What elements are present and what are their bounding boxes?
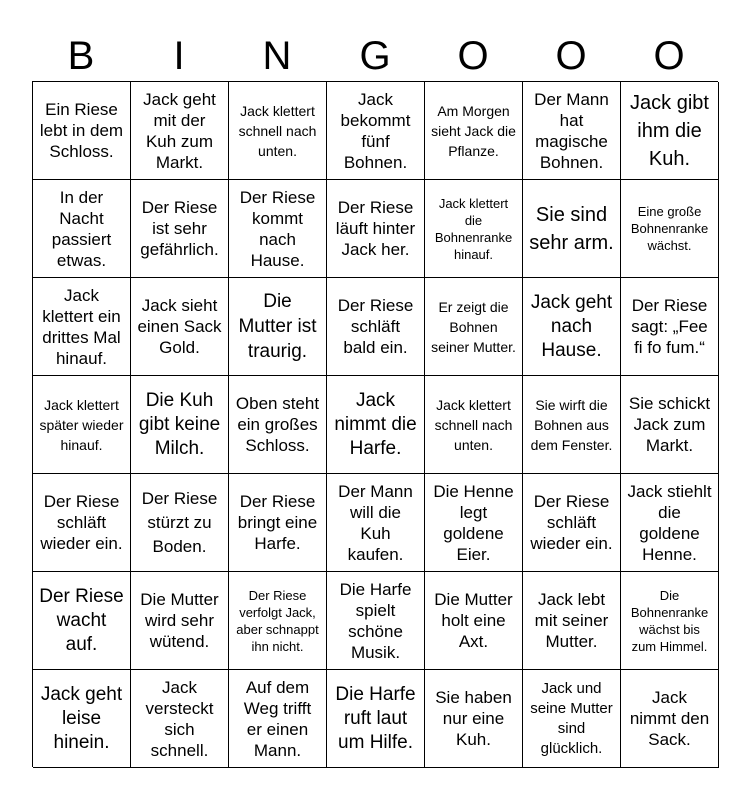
cell-text: Der Riese bringt eine Harfe. — [237, 492, 318, 553]
cell-text: Sie schickt Jack zum Markt. — [628, 394, 711, 455]
bingo-cell[interactable] — [131, 474, 229, 572]
cell-text: Der Riese schläft bald ein. — [337, 296, 414, 357]
header-letter-7: O — [653, 34, 685, 78]
cell-text: Der Mann will die Kuh kaufen. — [338, 481, 413, 564]
bingo-cell[interactable] — [229, 474, 327, 572]
bingo-cell[interactable] — [621, 474, 719, 572]
bingo-cell[interactable] — [621, 278, 719, 376]
cell-text: Die Mutter holt eine Axt. — [434, 590, 513, 651]
cell-text: Der Riese läuft hinter Jack her. — [335, 198, 416, 259]
cell-text: Jack klettert ein drittes Mal hinauf. — [42, 285, 121, 368]
cell-text: Auf dem Weg trifft er einen Mann. — [243, 677, 312, 760]
bingo-cell[interactable] — [229, 670, 327, 768]
cell-text: Ein Riese lebt in dem Schloss. — [39, 100, 124, 161]
header-letter-5: O — [457, 34, 489, 78]
header-letter-3: N — [262, 34, 292, 78]
bingo-cell[interactable] — [229, 572, 327, 670]
bingo-cell[interactable] — [131, 82, 229, 180]
cell-text: Der Riese sagt: „Fee fi fo fum.“ — [631, 296, 708, 357]
bingo-cell[interactable] — [131, 180, 229, 278]
bingo-cell[interactable] — [33, 474, 131, 572]
bingo-cell[interactable] — [523, 572, 621, 670]
cell-text: Jack geht nach Hause. — [530, 291, 613, 361]
bingo-cell[interactable] — [33, 278, 131, 376]
bingo-cell[interactable] — [33, 82, 131, 180]
cell-text: Der Riese schläft wieder ein. — [530, 492, 613, 553]
cell-text: Die Harfe ruft laut um Hilfe. — [335, 683, 416, 753]
bingo-cell[interactable] — [425, 376, 523, 474]
cell-text: Die Henne legt goldene Eier. — [433, 481, 514, 564]
cell-text: Jack klettert die Bohnenranke hinauf. — [434, 195, 513, 262]
bingo-cell[interactable] — [425, 572, 523, 670]
bingo-cell[interactable] — [425, 278, 523, 376]
cell-text: Der Riese verfolgt Jack, aber schnappt ihn nicht. — [236, 587, 319, 654]
bingo-cell[interactable] — [621, 376, 719, 474]
bingo-cell[interactable] — [425, 474, 523, 572]
cell-text: Jack versteckt sich schnell. — [145, 677, 214, 760]
cell-text: Der Riese stürzt zu Boden. — [141, 488, 218, 556]
cell-text: Jack und seine Mutter sind glücklich. — [530, 679, 613, 757]
bingo-cell[interactable] — [523, 670, 621, 768]
bingo-cell[interactable] — [229, 376, 327, 474]
cell-text: Oben steht ein großes Schloss. — [235, 394, 320, 455]
bingo-cell[interactable] — [621, 670, 719, 768]
cell-text: Jack lebt mit seiner Mutter. — [534, 590, 609, 651]
header-letter-4: G — [359, 34, 391, 78]
bingo-cell[interactable] — [327, 82, 425, 180]
header-letter-2: I — [173, 34, 185, 78]
cell-text: Die Mutter wird sehr wütend. — [140, 590, 219, 651]
bingo-cell[interactable] — [327, 376, 425, 474]
cell-text: Jack sieht einen Sack Gold. — [137, 296, 222, 357]
cell-text: Sie wirft die Bohnen aus dem Fenster. — [530, 396, 613, 453]
bingo-cell[interactable] — [425, 670, 523, 768]
cell-text: Sie sind sehr arm. — [529, 203, 614, 254]
bingo-cell[interactable] — [327, 474, 425, 572]
bingo-cell[interactable] — [131, 278, 229, 376]
cell-text: Jack geht mit der Kuh zum Markt. — [143, 89, 216, 172]
bingo-cell[interactable] — [327, 278, 425, 376]
cell-text: Die Kuh gibt keine Milch. — [138, 389, 221, 459]
bingo-cell[interactable] — [33, 572, 131, 670]
cell-text: Am Morgen sieht Jack die Pflanze. — [431, 102, 516, 159]
bingo-cell[interactable] — [229, 180, 327, 278]
bingo-cell[interactable] — [131, 670, 229, 768]
bingo-cell[interactable] — [523, 474, 621, 572]
bingo-cell[interactable] — [425, 180, 523, 278]
bingo-cell[interactable] — [425, 82, 523, 180]
bingo-cell[interactable] — [523, 278, 621, 376]
cell-text: Eine große Bohnenranke wächst. — [630, 204, 709, 253]
cell-text: Jack nimmt die Harfe. — [334, 389, 417, 459]
cell-text: Jack bekommt fünf Bohnen. — [340, 89, 411, 172]
bingo-board — [32, 81, 718, 767]
bingo-cell[interactable] — [523, 180, 621, 278]
cell-text: Der Riese kommt nach Hause. — [239, 187, 316, 270]
cell-text: Die Harfe spielt schöne Musik. — [339, 579, 412, 662]
bingo-cell[interactable] — [33, 180, 131, 278]
bingo-cell[interactable] — [621, 82, 719, 180]
cell-text: Jack klettert später wieder hinauf. — [39, 396, 124, 453]
cell-text: Jack klettert schnell nach unten. — [434, 396, 513, 453]
bingo-cell[interactable] — [523, 82, 621, 180]
cell-text: Jack stiehlt die goldene Henne. — [627, 481, 712, 564]
cell-text: Der Riese ist sehr gefährlich. — [140, 198, 219, 259]
header-letter-1: B — [67, 34, 95, 78]
cell-text: Der Mann hat magische Bohnen. — [534, 89, 609, 172]
cell-text: Jack klettert schnell nach unten. — [238, 102, 317, 159]
bingo-cell[interactable] — [327, 572, 425, 670]
bingo-cell[interactable] — [523, 376, 621, 474]
bingo-cell[interactable] — [327, 670, 425, 768]
cell-text: Jack gibt ihm die Kuh. — [630, 91, 709, 170]
cell-text: Die Mutter ist traurig. — [238, 291, 317, 362]
header-letter-6: O — [555, 34, 587, 78]
bingo-cell[interactable] — [229, 278, 327, 376]
cell-text: Jack geht leise hinein. — [40, 683, 123, 753]
cell-text: Er zeigt die Bohnen seiner Mutter. — [431, 298, 516, 355]
cell-text: Der Riese schläft wieder ein. — [40, 492, 123, 553]
bingo-cell[interactable] — [131, 376, 229, 474]
bingo-cell[interactable] — [131, 572, 229, 670]
bingo-cell[interactable] — [621, 572, 719, 670]
cell-text: In der Nacht passiert etwas. — [51, 187, 112, 270]
cell-text: Der Riese wacht auf. — [39, 585, 124, 655]
bingo-cell[interactable] — [621, 180, 719, 278]
bingo-header — [32, 30, 718, 82]
bingo-cell[interactable] — [327, 180, 425, 278]
cell-text: Jack nimmt den Sack. — [629, 688, 710, 749]
cell-text: Sie haben nur eine Kuh. — [435, 688, 512, 749]
bingo-cell[interactable] — [33, 376, 131, 474]
bingo-cell[interactable] — [33, 670, 131, 768]
bingo-cell[interactable] — [229, 82, 327, 180]
cell-text: Die Bohnenranke wächst bis zum Himmel. — [630, 587, 709, 654]
